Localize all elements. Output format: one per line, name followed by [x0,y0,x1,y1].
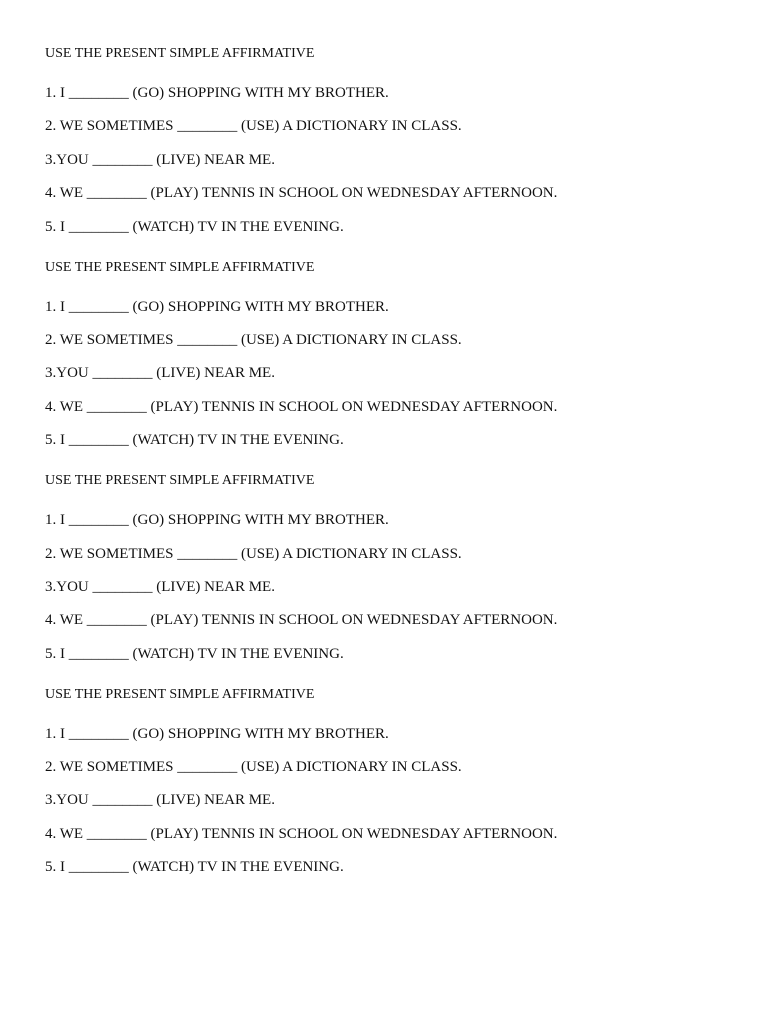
exercise-item: 5. I ________ (WATCH) TV IN THE EVENING. [45,859,344,876]
exercise-item: 4. WE ________ (PLAY) TENNIS IN SCHOOL ON WEDNESDAY AFTERNOON. [45,612,558,629]
exercise-item: 4. WE ________ (PLAY) TENNIS IN SCHOOL ON WEDNESDAY AFTERNOON. [45,398,558,415]
exercise-section [45,472,745,663]
exercise-item: 4. WE ________ (PLAY) TENNIS IN SCHOOL ON WEDNESDAY AFTERNOON. [45,825,558,842]
exercise-item: 3.YOU ________ (LIVE) NEAR ME. [45,792,275,809]
exercise-item: 2. WE SOMETIMES ________ (USE) A DICTIONARY IN CLASS. [45,331,462,348]
exercise-item: 2. WE SOMETIMES ________ (USE) A DICTIONARY IN CLASS. [45,545,462,562]
exercise-item: 1. I ________ (GO) SHOPPING WITH MY BROTHER. [45,512,389,529]
worksheet-page [45,45,745,899]
exercise-item: 3.YOU ________ (LIVE) NEAR ME. [45,151,275,168]
exercise-item: 1. I ________ (GO) SHOPPING WITH MY BROTHER. [45,298,389,315]
exercise-item: 1. I ________ (GO) SHOPPING WITH MY BROTHER. [45,725,389,742]
section-title: USE THE PRESENT SIMPLE AFFIRMATIVE [45,259,315,275]
exercise-item: 4. WE ________ (PLAY) TENNIS IN SCHOOL ON WEDNESDAY AFTERNOON. [45,185,558,202]
section-title: USE THE PRESENT SIMPLE AFFIRMATIVE [45,46,315,61]
exercise-item: 5. I ________ (WATCH) TV IN THE EVENING. [45,218,344,235]
section-title: USE THE PRESENT SIMPLE AFFIRMATIVE [45,473,315,489]
exercise-item: 5. I ________ (WATCH) TV IN THE EVENING. [45,645,344,662]
exercise-item: 2. WE SOMETIMES ________ (USE) A DICTIONARY IN CLASS. [45,118,462,135]
exercise-item: 5. I ________ (WATCH) TV IN THE EVENING. [45,432,344,449]
exercise-item: 3.YOU ________ (LIVE) NEAR ME. [45,365,275,382]
exercise-item: 3.YOU ________ (LIVE) NEAR ME. [45,578,275,595]
exercise-item: 1. I ________ (GO) SHOPPING WITH MY BROTHER. [45,85,389,101]
section-title: USE THE PRESENT SIMPLE AFFIRMATIVE [45,686,315,702]
exercise-item: 2. WE SOMETIMES ________ (USE) A DICTIONARY IN CLASS. [45,759,462,776]
exercise-section [45,259,745,450]
exercise-section [45,686,745,877]
exercise-section [45,45,745,236]
